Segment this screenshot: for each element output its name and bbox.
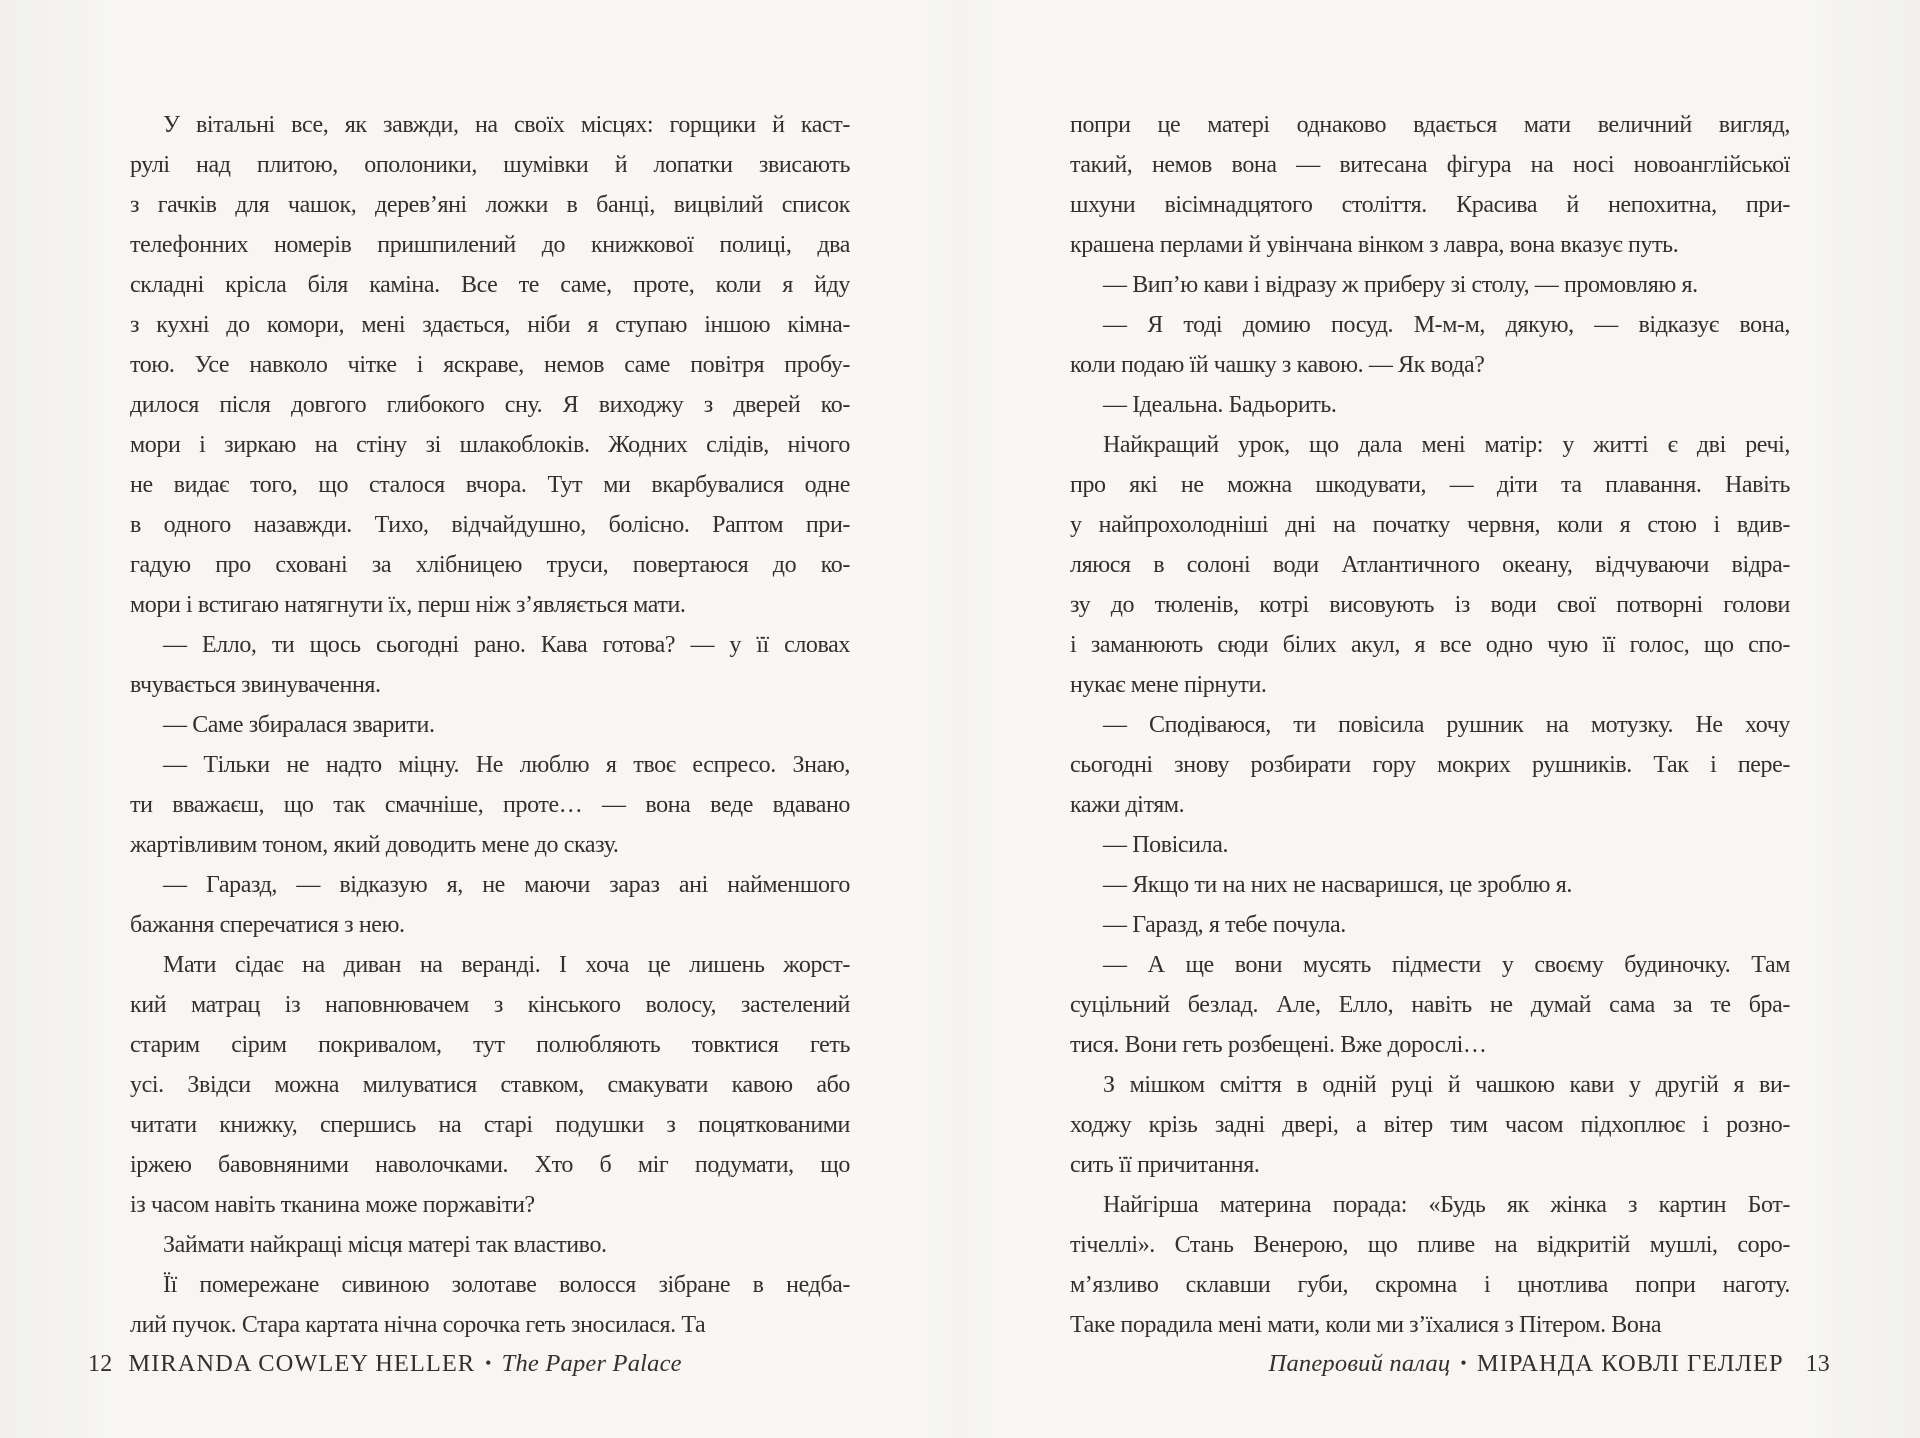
paragraph bbox=[1070, 865, 1790, 905]
text-line: старим сірим покривалом, тут полюбляють товктися геть bbox=[130, 1032, 850, 1058]
paragraph bbox=[1070, 385, 1790, 425]
text-line: дилося після довгого глибокого сну. Я виходжу з дверей ко- bbox=[130, 392, 850, 418]
text-line: жартівливим тоном, який доводить мене до сказу. bbox=[130, 832, 619, 858]
text-line: Займати найкращі місця матері так властиво. bbox=[163, 1232, 607, 1258]
page-number-right: 13 bbox=[1805, 1351, 1830, 1377]
paragraph bbox=[1070, 705, 1790, 825]
text-line: читати книжку, спершись на старі подушки з поцяткованими bbox=[130, 1112, 850, 1138]
text-line: сьогодні знову розбирати гору мокрих рушників. Так і пере- bbox=[1070, 752, 1790, 778]
separator-bullet-right: • bbox=[1460, 1353, 1467, 1373]
text-line: з гачків для чашок, дерев’яні ложки в банці, вицвілий список bbox=[130, 192, 850, 218]
text-line: — Вип’ю кави і відразу ж приберу зі столу, — промовляю я. bbox=[1103, 272, 1698, 298]
paragraph bbox=[1070, 105, 1790, 265]
running-head-title-right: Паперовий палац bbox=[1268, 1350, 1451, 1377]
text-line: Її помережане сивиною золотаве волосся зібране в недба- bbox=[163, 1272, 850, 1298]
text-line: зу до тюленів, котрі висовують із води свої потворні голови bbox=[1070, 592, 1790, 618]
text-line: — Якщо ти на них не насваришся, це зроблю я. bbox=[1103, 872, 1572, 898]
paragraph bbox=[1070, 1185, 1790, 1345]
paragraph bbox=[130, 1265, 850, 1345]
left-page-footer bbox=[88, 1344, 682, 1384]
text-line: про які не можна шкодувати, — діти та плавання. Навіть bbox=[1070, 472, 1790, 498]
text-line: не видає того, що сталося вчора. Тут ми вкарбувалися одне bbox=[130, 472, 850, 498]
text-line: — Саме збиралася зварити. bbox=[163, 712, 435, 738]
text-line: тися. Вони геть розбещені. Вже дорослі… bbox=[1070, 1032, 1487, 1058]
text-line: телефонних номерів пришпилений до книжкової полиці, два bbox=[130, 232, 850, 258]
paragraph bbox=[1070, 425, 1790, 705]
text-line: м’язливо склавши губи, скромна і цнотлива попри наготу. bbox=[1070, 1272, 1790, 1298]
text-line: тічеллі». Стань Венерою, що пливе на відкритій мушлі, соро- bbox=[1070, 1232, 1790, 1258]
running-head-title-left: The Paper Palace bbox=[501, 1350, 682, 1377]
text-line: нукає мене пірнути. bbox=[1070, 672, 1267, 698]
text-line: ляюся в солоні води Атлантичного океану, відчуваючи відра- bbox=[1070, 552, 1790, 578]
text-line: — Я тоді домию посуд. М-м-м, дякую, — відказує вона, bbox=[1103, 312, 1790, 338]
paragraph bbox=[1070, 265, 1790, 305]
paragraph bbox=[130, 705, 850, 745]
text-line: крашена перлами й увінчана вінком з лавра, вона вказує путь. bbox=[1070, 232, 1679, 258]
text-line: такий, немов вона — витесана фігура на носі новоанглійської bbox=[1070, 152, 1790, 178]
text-line: бажання сперечатися з нею. bbox=[130, 912, 405, 938]
text-line: Найгірша материна порада: «Будь як жінка з картин Бот- bbox=[1103, 1192, 1790, 1218]
text-line: усі. Звідси можна милуватися ставком, смакувати кавою або bbox=[130, 1072, 850, 1098]
paragraph bbox=[1070, 905, 1790, 945]
text-line: тою. Усе навколо чітке і яскраве, немов саме повітря пробу- bbox=[130, 352, 850, 378]
text-line: рулі над плитою, ополоники, шумівки й лопатки звисають bbox=[130, 152, 850, 178]
text-line: з кухні до комори, мені здається, ніби я ступаю іншою кімна- bbox=[130, 312, 850, 338]
paragraph bbox=[130, 945, 850, 1225]
paragraph bbox=[130, 625, 850, 705]
page-number-left: 12 bbox=[88, 1351, 113, 1377]
text-line: в одного назавжди. Тихо, відчайдушно, болісно. Раптом при- bbox=[130, 512, 850, 538]
text-line: — А ще вони мусять підмести у своєму будиночку. Там bbox=[1103, 952, 1790, 978]
text-line: мори і зиркаю на стіну зі шлакоблоків. Жодних слідів, нічого bbox=[130, 432, 850, 458]
paragraph bbox=[1070, 945, 1790, 1065]
paragraph bbox=[1070, 305, 1790, 385]
text-line: кий матрац із наповнювачем з кінського волосу, застелений bbox=[130, 992, 850, 1018]
text-line: гадую про сховані за хлібницею труси, повертаюся до ко- bbox=[130, 552, 850, 578]
paragraph bbox=[1070, 1065, 1790, 1185]
paragraph bbox=[130, 865, 850, 945]
text-line: лий пучок. Стара картата нічна сорочка геть зносилася. Та bbox=[130, 1312, 706, 1338]
right-page-text bbox=[1070, 105, 1790, 1345]
text-line: із часом навіть тканина може поржавіти? bbox=[130, 1192, 535, 1218]
paragraph bbox=[130, 1225, 850, 1265]
left-page-text bbox=[130, 105, 850, 1345]
running-head-author-left: MIRANDA COWLEY HELLER bbox=[128, 1350, 476, 1377]
text-line: у найпрохолодніші дні на початку червня, коли я стою і вдив- bbox=[1070, 512, 1790, 538]
text-line: — Сподіваюся, ти повісила рушник на мотузку. Не хочу bbox=[1103, 712, 1790, 738]
text-line: Мати сідає на диван на веранді. І хоча це лишень жорст- bbox=[163, 952, 850, 978]
paragraph bbox=[130, 105, 850, 625]
separator-bullet-left: • bbox=[485, 1353, 492, 1373]
text-line: — Гаразд, я тебе почула. bbox=[1103, 912, 1346, 938]
text-line: — Елло, ти щось сьогодні рано. Кава готова? — у її словах bbox=[163, 632, 850, 658]
text-line: вчувається звинувачення. bbox=[130, 672, 381, 698]
text-line: Таке порадила мені мати, коли ми з’їхалися з Пітером. Вона bbox=[1070, 1312, 1662, 1338]
text-line: коли подаю їй чашку з кавою. — Як вода? bbox=[1070, 352, 1485, 378]
right-page-footer bbox=[1269, 1344, 1830, 1384]
text-line: іржею бавовняними наволочками. Хто б міг подумати, що bbox=[130, 1152, 850, 1178]
text-line: і заманюють сюди білих акул, я все одно чую її голос, що спо- bbox=[1070, 632, 1790, 658]
text-line: шхуни вісімнадцятого століття. Красива й непохитна, при- bbox=[1070, 192, 1790, 218]
text-line: суцільний безлад. Але, Елло, навіть не думай сама за те бра- bbox=[1070, 992, 1790, 1018]
text-line: складні крісла біля каміна. Все те саме, проте, коли я йду bbox=[130, 272, 850, 298]
text-line: У вітальні все, як завжди, на своїх місцях: горщики й каст- bbox=[163, 112, 850, 138]
text-line: — Повісила. bbox=[1103, 832, 1229, 858]
text-line: ти вважаєш, що так смачніше, проте… — вона веде вдавано bbox=[130, 792, 850, 818]
text-line: сить її причитання. bbox=[1070, 1152, 1260, 1178]
text-line: — Тільки не надто міцну. Не люблю я твоє еспресо. Знаю, bbox=[163, 752, 850, 778]
text-line: мори і встигаю натягнути їх, перш ніж з’являється мати. bbox=[130, 592, 686, 618]
text-line: Найкращий урок, що дала мені матір: у житті є дві речі, bbox=[1103, 432, 1790, 458]
paragraph bbox=[130, 745, 850, 865]
text-line: З мішком сміття в одній руці й чашкою кави у другій я ви- bbox=[1103, 1072, 1790, 1098]
text-line: — Гаразд, — відказую я, не маючи зараз ані найменшого bbox=[163, 872, 850, 898]
running-head-author-right: МІРАНДА КОВЛІ ГЕЛЛЕР bbox=[1476, 1350, 1784, 1377]
paragraph bbox=[1070, 825, 1790, 865]
text-line: — Ідеальна. Бадьорить. bbox=[1103, 392, 1337, 418]
text-line: попри це матері однаково вдається мати величний вигляд, bbox=[1070, 112, 1790, 138]
text-line: кажи дітям. bbox=[1070, 792, 1185, 818]
text-line: ходжу крізь задні двері, а вітер тим часом підхоплює і розно- bbox=[1070, 1112, 1790, 1138]
